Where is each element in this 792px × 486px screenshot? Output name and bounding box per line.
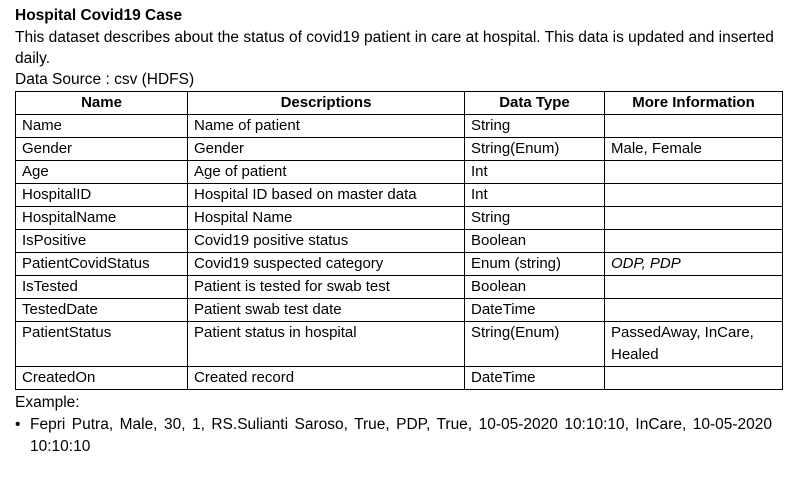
document-page: [15, 5, 785, 458]
table-row: [16, 138, 783, 161]
cell-description: Name of patient: [188, 115, 465, 138]
table-row: [16, 299, 783, 322]
document-description: This dataset describes about the status of covid19 patient in care at hospital. This data is updated and inserted daily.: [15, 29, 774, 67]
schema-table: [15, 91, 783, 390]
cell-more-info: [605, 230, 783, 253]
cell-data-type: Int: [465, 184, 605, 207]
cell-more-info: [605, 184, 783, 207]
cell-data-type: Boolean: [465, 276, 605, 299]
cell-more-info: [605, 299, 783, 322]
cell-name: IsPositive: [16, 230, 188, 253]
cell-data-type: String(Enum): [465, 138, 605, 161]
table-row: [16, 230, 783, 253]
cell-description: Hospital Name: [188, 207, 465, 230]
cell-more-info: Male, Female: [605, 138, 783, 161]
cell-description: Patient swab test date: [188, 299, 465, 322]
cell-more-info: [605, 367, 783, 390]
cell-name: HospitalName: [16, 207, 188, 230]
cell-name: Name: [16, 115, 188, 138]
table-row: [16, 207, 783, 230]
cell-name: CreatedOn: [16, 367, 188, 390]
table-header-row: [16, 92, 783, 115]
cell-name: PatientCovidStatus: [16, 253, 188, 276]
cell-more-info: PassedAway, InCare, Healed: [605, 322, 783, 367]
table-row: [16, 161, 783, 184]
header-data-type: Data Type: [465, 92, 605, 115]
example-text: Fepri Putra, Male, 30, 1, RS.Sulianti Saroso, True, PDP, True, 10-05-2020 10:10:10, InCare, 10-05-2020 10:10:10: [30, 416, 772, 455]
cell-name: Age: [16, 161, 188, 184]
example-item: [15, 414, 785, 458]
cell-description: Patient is tested for swab test: [188, 276, 465, 299]
bullet-icon: •: [15, 416, 21, 433]
cell-data-type: DateTime: [465, 299, 605, 322]
table-row: [16, 184, 783, 207]
cell-name: PatientStatus: [16, 322, 188, 367]
cell-description: Created record: [188, 367, 465, 390]
example-label: Example:: [15, 394, 80, 411]
header-name: Name: [16, 92, 188, 115]
cell-data-type: Int: [465, 161, 605, 184]
cell-data-type: String(Enum): [465, 322, 605, 367]
cell-data-type: Boolean: [465, 230, 605, 253]
data-source: Data Source : csv (HDFS): [15, 71, 195, 88]
table-row: [16, 115, 783, 138]
cell-name: HospitalID: [16, 184, 188, 207]
cell-description: Age of patient: [188, 161, 465, 184]
table-row: [16, 253, 783, 276]
cell-more-info: [605, 207, 783, 230]
table-row: [16, 322, 783, 367]
cell-description: Covid19 positive status: [188, 230, 465, 253]
document-title: Hospital Covid19 Case: [15, 7, 183, 24]
table-row: [16, 276, 783, 299]
header-descriptions: Descriptions: [188, 92, 465, 115]
cell-name: IsTested: [16, 276, 188, 299]
cell-data-type: String: [465, 115, 605, 138]
cell-name: Gender: [16, 138, 188, 161]
cell-more-info: [605, 161, 783, 184]
cell-more-info: ODP, PDP: [605, 253, 783, 276]
table-row: [16, 367, 783, 390]
header-more-information: More Information: [605, 92, 783, 115]
cell-data-type: String: [465, 207, 605, 230]
cell-name: TestedDate: [16, 299, 188, 322]
cell-data-type: Enum (string): [465, 253, 605, 276]
cell-more-info: [605, 276, 783, 299]
cell-data-type: DateTime: [465, 367, 605, 390]
cell-description: Hospital ID based on master data: [188, 184, 465, 207]
cell-description: Gender: [188, 138, 465, 161]
cell-more-info: [605, 115, 783, 138]
cell-description: Patient status in hospital: [188, 322, 465, 367]
cell-description: Covid19 suspected category: [188, 253, 465, 276]
